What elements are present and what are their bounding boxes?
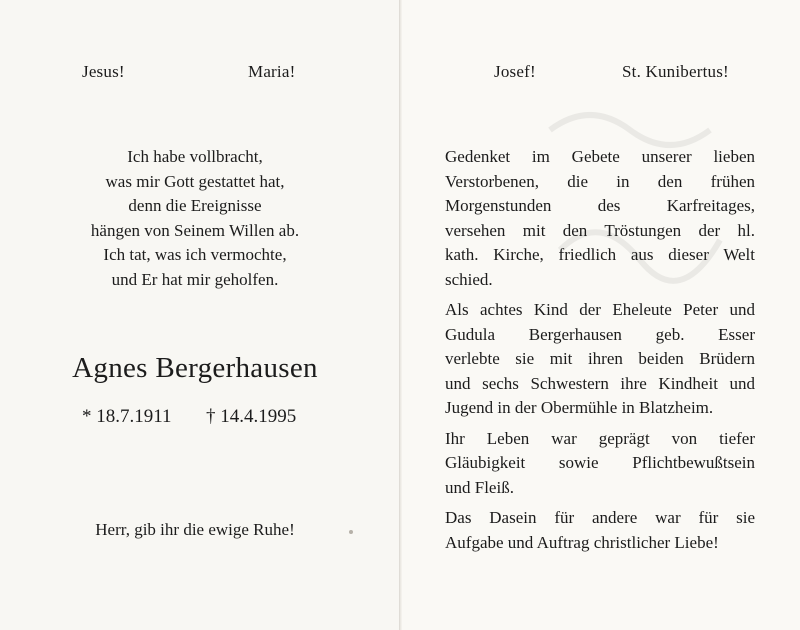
poem-line: Ich habe vollbracht, [127, 147, 263, 166]
poem-line: denn die Ereignisse [128, 196, 262, 215]
text-line: Das Dasein für andere war für sie [445, 508, 755, 527]
poem-line: und Er hat mir geholfen. [111, 269, 279, 289]
header-maria: Maria! [248, 62, 296, 81]
birth-date: * 18.7.1911 [82, 406, 172, 427]
text-line: Verstorbenen, die in den frühen [445, 171, 755, 191]
death-date: † 14.4.1995 [206, 406, 297, 427]
text-line: Als achtes Kind der Eheleute Peter und [445, 300, 755, 319]
poem-line: was mir Gott gestattet hat, [105, 171, 285, 191]
paragraph [445, 506, 755, 555]
text-line: versehen mit den Tröstungen der hl. [445, 220, 755, 240]
text-line: schied. [445, 269, 493, 289]
text-line: Aufgabe und Auftrag christlicher Liebe! [445, 532, 719, 552]
text-line: kath. Kirche, friedlich aus dieser Welt [445, 245, 755, 264]
text-line: Gudula Bergerhausen geb. Esser [445, 324, 755, 344]
header-jesus: Jesus! [82, 62, 125, 81]
paper-speck [349, 530, 353, 534]
poem-line: hängen von Seinem Willen ab. [90, 220, 300, 240]
header-josef: Josef! [494, 62, 536, 81]
text-line: Ihr Leben war geprägt von tiefer [445, 428, 755, 448]
text-line: Jugend in der Obermühle in Blatzheim. [445, 398, 714, 417]
poem-line: Ich tat, was ich vermochte, [103, 245, 287, 264]
text-line: Gläubigkeit sowie Pflichtbewußtsein [445, 453, 755, 472]
header-st-kunibertus: St. Kunibertus! [622, 62, 729, 81]
text-line: verlebte sie mit ihren beiden Brüdern [445, 349, 755, 368]
paragraph [445, 145, 755, 292]
paragraph [445, 427, 755, 501]
poem [40, 145, 350, 292]
paragraph [445, 298, 755, 421]
deceased-name: Agnes Bergerhausen [72, 352, 318, 384]
text-line: und sechs Schwestern ihre Kindheit und [445, 373, 755, 393]
text-line: und Fleiß. [445, 477, 514, 497]
memorial-text [445, 145, 755, 561]
text-line: Gedenket im Gebete unserer lieben [445, 147, 755, 166]
closing-prayer: Herr, gib ihr die ewige Ruhe! [95, 520, 295, 539]
text-line: Morgenstunden des Karfreitages, [445, 196, 755, 215]
